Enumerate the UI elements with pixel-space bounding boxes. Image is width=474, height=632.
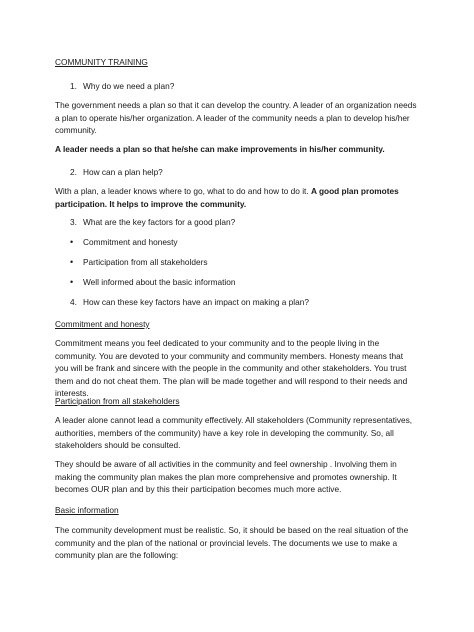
- question-3: [70, 216, 410, 229]
- section-heading-commitment: Commitment and honesty: [55, 319, 150, 329]
- question-3-number: 3.: [70, 217, 77, 227]
- bullet-icon: •: [70, 277, 74, 287]
- question-4-text: How can these key factors have an impact on making a plan?: [83, 297, 309, 307]
- bullet-item: [70, 236, 410, 249]
- question-1: [70, 80, 410, 93]
- paragraph-plan-need-bold: A leader needs a plan so that he/she can make improvements in his/her community.: [55, 144, 385, 154]
- question-2: [70, 166, 410, 179]
- document-title: COMMUNITY TRAINING: [55, 57, 148, 67]
- paragraph-plan-help-plain: With a plan, a leader knows where to go, what to do and how to do it.: [55, 186, 311, 196]
- bullet-text: Participation from all stakeholders: [83, 257, 208, 267]
- question-3-text: What are the key factors for a good plan?: [83, 217, 236, 227]
- bullet-icon: •: [70, 237, 74, 247]
- question-1-number: 1.: [70, 81, 77, 91]
- paragraph-participation-1: A leader alone cannot lead a community effectively. All stakeholders (Community representatives, authorities, members of the community) have a key role in developing the community. So, all stakeholders should be consulted.: [55, 415, 413, 451]
- section-heading-basic-information: Basic information: [55, 505, 119, 515]
- question-4-number: 4.: [70, 297, 77, 307]
- question-4: [70, 296, 410, 309]
- question-2-number: 2.: [70, 167, 77, 177]
- bullet-item: [70, 256, 410, 269]
- paragraph-plan-help-bold: A good plan promotes participation. It helps to improve the community.: [55, 186, 399, 209]
- paragraph-basic-information: The community development must be realistic. So, it should be based on the real situation of the community and the plan of the national or provincial levels. The documents we use to make a community plan are the following:: [55, 525, 409, 561]
- section-heading-participation: Participation from all stakeholders: [55, 396, 180, 406]
- bullet-icon: •: [70, 257, 74, 267]
- paragraph-commitment: Commitment means you feel dedicated to your community and to the people living in the community. You are devoted to your community and community members. Honesty means that you will be frank and sincere with the people in the community and other stakeholders. You trust them and do not cheat them. The plan will be made together and will respond to their needs and interests.: [55, 338, 408, 399]
- paragraph-plan-need: The government needs a plan so that it can develop the country. A leader of an organization needs a plan to operate his/her organization. A leader of the community needs a plan to develop his/her community.: [55, 100, 417, 136]
- question-1-text: Why do we need a plan?: [83, 81, 175, 91]
- paragraph-participation-2: They should be aware of all activities in the community and feel ownership . Involving them in making the community plan makes the plan more comprehensive and promotes ownership. It becomes OUR plan and by this their participation becomes much more active.: [55, 459, 397, 495]
- question-2-text: How can a plan help?: [83, 167, 163, 177]
- bullet-item: [70, 276, 410, 289]
- paragraph-plan-help: [55, 185, 417, 210]
- bullet-text: Commitment and honesty: [83, 237, 178, 247]
- bullet-text: Well informed about the basic information: [83, 277, 236, 287]
